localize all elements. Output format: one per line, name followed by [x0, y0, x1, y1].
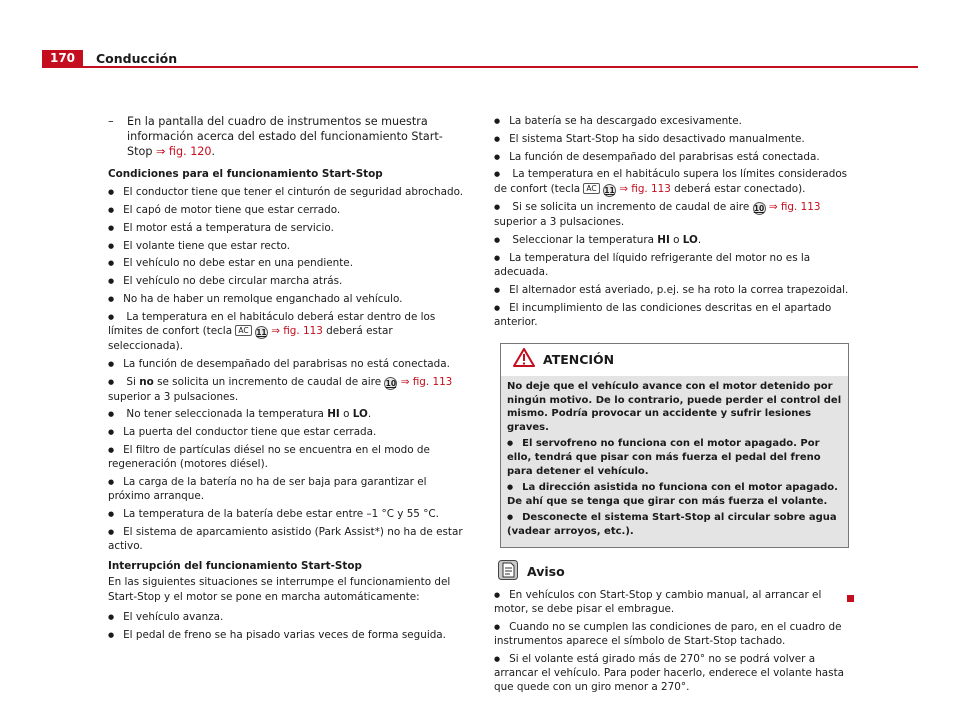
list-item: ● El filtro de partículas diésel no se encuentra en el modo de regeneración (motores diésel). — [108, 443, 464, 471]
list-item: ● El capó de motor tiene que estar cerrado. — [108, 203, 464, 217]
note-item: ● En vehículos con Start-Stop y cambio manual, al arrancar el motor, se debe pisar el embrague. — [494, 588, 849, 616]
warning-triangle-icon — [513, 348, 535, 371]
note-item: ● Si el volante está girado más de 270° no se podrá volver a arrancar el vehículo. Para poder hacerlo, enderece el volante hasta que quede con un giro menor a 270°. — [494, 652, 849, 695]
list-item: ● El sistema Start-Stop ha sido desactivado manualmente. — [494, 132, 849, 146]
list-item: ● La batería se ha descargado excesivamente. — [494, 114, 849, 128]
interrupt-heading: Interrupción del funcionamiento Start-Stop — [108, 560, 362, 573]
list-item — [494, 200, 849, 229]
list-item: ● El pedal de freno se ha pisado varias veces de forma seguida. — [108, 628, 464, 642]
warning-item: ● Desconecte el sistema Start-Stop al circular sobre agua (vadear arroyos, etc.). — [507, 511, 842, 538]
list-item — [494, 233, 849, 247]
fig-link[interactable]: ⇒ fig. 113 — [271, 324, 323, 337]
text: Si — [126, 375, 140, 388]
note-title: Aviso — [527, 563, 565, 579]
emphasis: HI — [327, 408, 340, 421]
callout-11-icon: 11 — [256, 327, 267, 337]
list-item: ● El incumplimiento de las condiciones descritas en el apartado anterior. — [494, 301, 849, 329]
list-item — [494, 167, 849, 196]
warning-item: ● La dirección asistida no funciona con el motor apagado. De ahí que se tenga que girar con más fuerza el volante. — [507, 481, 842, 508]
list-item: ● La función de desempañado del parabrisas no está conectada. — [108, 357, 464, 371]
right-column — [494, 114, 849, 698]
list-item: ● El conductor tiene que tener el cinturón de seguridad abrochado. — [108, 185, 464, 199]
warning-item: ● El servofreno no funciona con el motor apagado. Por ello, tendrá que pisar con más fuerza el pedal del freno para detener el vehículo. — [507, 437, 842, 478]
text: deberá estar seleccionada). — [108, 324, 393, 352]
list-item: ● El vehículo no debe estar en una pendiente. — [108, 256, 464, 270]
text: superior a 3 pulsaciones. — [108, 390, 239, 403]
text: o — [669, 233, 683, 246]
list-item: ● La función de desempañado del parabrisas está conectada. — [494, 150, 849, 164]
list-item: ● No ha de haber un remolque enganchado al vehículo. — [108, 292, 464, 306]
list-item: ● La puerta del conductor tiene que estar cerrada. — [108, 425, 464, 439]
note-icon — [498, 560, 518, 584]
fig-link[interactable]: ⇒ fig. 113 — [619, 182, 671, 195]
text: o — [339, 408, 353, 421]
list-item: ● El motor está a temperatura de servicio. — [108, 221, 464, 235]
end-of-section-marker — [847, 595, 854, 602]
callout-11-icon: 11 — [604, 185, 615, 195]
list-item — [108, 310, 464, 353]
ac-key-icon: AC — [235, 325, 251, 336]
warning-header — [501, 344, 848, 376]
warning-box — [500, 343, 849, 548]
text: . — [367, 408, 372, 421]
step-dash: – — [108, 115, 114, 128]
list-item: ● El vehículo avanza. — [108, 610, 464, 624]
list-item — [108, 407, 464, 421]
left-column — [108, 114, 464, 645]
fig-link[interactable]: ⇒ fig. 113 — [768, 201, 821, 214]
text: Seleccionar la temperatura — [512, 233, 658, 246]
fig-link[interactable]: ⇒ fig. 113 — [400, 375, 453, 388]
list-item: ● El alternador está averiado, p.ej. se ha roto la correa trapezoidal. — [494, 283, 849, 297]
conditions-heading: Condiciones para el funcionamiento Start-Stop — [108, 168, 383, 180]
interrupt-text: En las siguientes situaciones se interrumpe el funcionamiento del Start-Stop y el motor se pone en marcha automáticamente: — [108, 576, 451, 603]
step-fig-link[interactable]: ⇒ fig. 120 — [156, 145, 212, 158]
step-text: En la pantalla del cuadro de instrumentos se muestra información acerca del estado del funcionamiento Start-Stop — [127, 115, 443, 158]
warning-title: ATENCIÓN — [543, 351, 615, 367]
page-number: 170 — [42, 50, 83, 67]
list-item: ● La temperatura de la batería debe estar entre –1 °C y 55 °C. — [108, 507, 464, 521]
text: La temperatura en el habitáculo deberá estar dentro de los límites de confort (tecla — [108, 310, 436, 337]
warning-body — [501, 376, 848, 547]
list-item: ● La temperatura del líquido refrigerante del motor no es la adecuada. — [494, 251, 849, 279]
list-item — [108, 375, 464, 404]
instruction-step: – En la pantalla del cuadro de instrumentos se muestra información acerca del estado del funcionamiento Start-Stop ⇒ fig. 120. — [108, 115, 443, 158]
text: se solicita un incremento de caudal de aire — [153, 375, 385, 388]
header-rule — [42, 66, 918, 68]
text: No tener seleccionada la temperatura — [126, 408, 328, 421]
ac-key-icon: AC — [583, 183, 599, 194]
text: deberá estar conectado). — [670, 182, 806, 195]
text: La temperatura en el habitáculo supera los límites considerados de confort (tecla — [494, 168, 848, 195]
list-item: ● El volante tiene que estar recto. — [108, 239, 464, 253]
section-title: Conducción — [96, 51, 178, 66]
note-header — [494, 560, 849, 584]
list-item: ● La carga de la batería no ha de ser baja para garantizar el próximo arranque. — [108, 475, 464, 503]
callout-10-icon: 10 — [385, 378, 397, 388]
text: Si se solicita un incremento de caudal de aire — [512, 201, 753, 214]
emphasis: no — [139, 375, 154, 388]
callout-10-icon: 10 — [753, 204, 765, 214]
emphasis: LO — [682, 233, 698, 246]
text: superior a 3 pulsaciones. — [494, 216, 625, 229]
list-item: ● El vehículo no debe circular marcha atrás. — [108, 274, 464, 288]
list-item: ● El sistema de aparcamiento asistido (Park Assist*) no ha de estar activo. — [108, 525, 464, 553]
text: . — [697, 233, 702, 246]
emphasis: HI — [657, 233, 670, 246]
warning-text: No deje que el vehículo avance con el motor detenido por ningún motivo. De lo contrario, puede perder el control del mismo. Podría provocar un accidente y sufrir lesiones graves. — [507, 380, 842, 433]
note-item: ● Cuando no se cumplen las condiciones de paro, en el cuadro de instrumentos aparece el símbolo de Start-Stop tachado. — [494, 620, 849, 648]
emphasis: LO — [352, 408, 368, 421]
